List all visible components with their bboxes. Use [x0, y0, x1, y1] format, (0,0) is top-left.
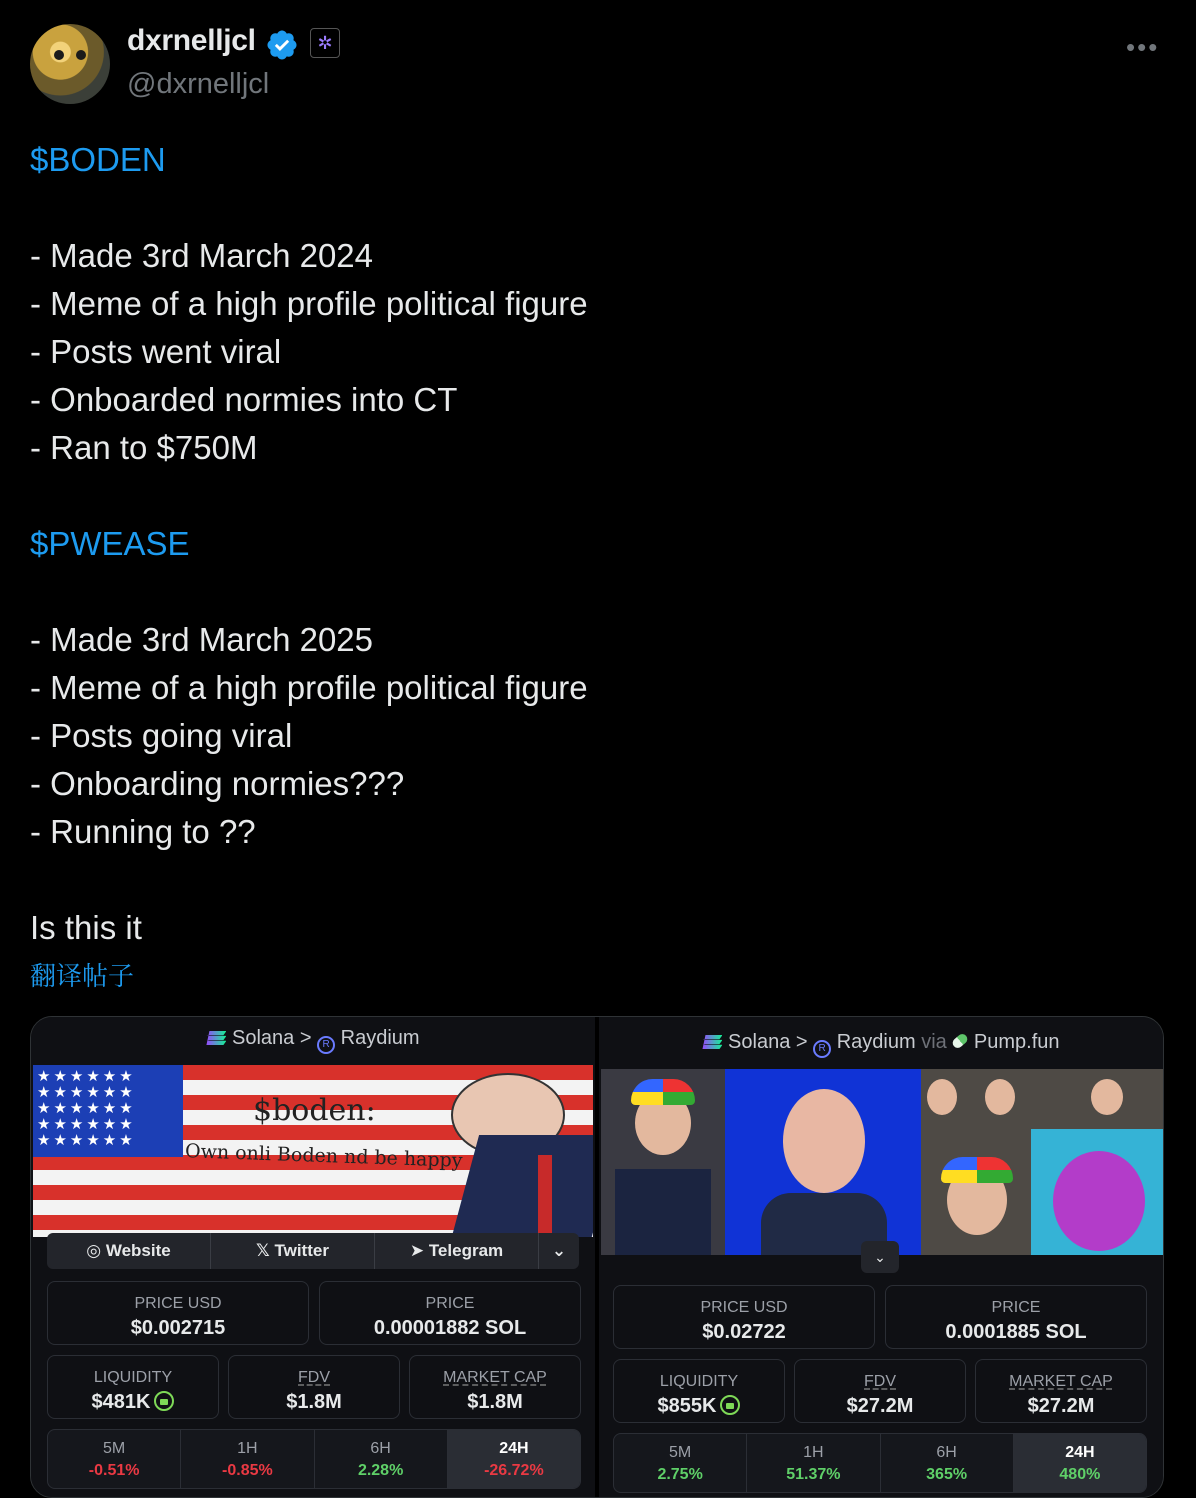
raydium-icon: R [813, 1040, 831, 1058]
translate-post-link[interactable]: 翻译帖子 [30, 961, 135, 991]
timeframe-changes [613, 1433, 1147, 1493]
tf-6h[interactable]: 6H 2.28% [315, 1430, 448, 1488]
price-usd-value: $0.02722 [702, 1321, 786, 1343]
x-icon: 𝕏 [256, 1241, 275, 1260]
text-line [30, 856, 1160, 904]
banner-subtitle: Own onli Boden nd be happy [184, 1140, 463, 1172]
text-line: - Posts went viral [30, 333, 282, 370]
liquidity-value: $855K [657, 1395, 717, 1417]
breadcrumb [31, 1027, 595, 1054]
text-line: Is this it [30, 909, 142, 946]
text-line [30, 568, 1160, 616]
pwease-collage-image [601, 1069, 1163, 1255]
chevron-down-icon: ⌄ [551, 1241, 567, 1260]
text-line: - Running to ?? [30, 813, 256, 850]
price-usd-box: PRICE USD $0.002715 [47, 1281, 309, 1345]
dex-label: Raydium [340, 1027, 420, 1049]
expand-chevron-down-icon[interactable]: ⌄ [861, 1241, 899, 1273]
cashtag-boden[interactable]: $BODEN [30, 141, 166, 178]
tf-5m[interactable]: 5M 2.75% [614, 1434, 747, 1492]
pwease-screenshot[interactable] [599, 1017, 1163, 1497]
liquidity-value: $481K [91, 1391, 151, 1413]
market-cap-box: MARKET CAP $1.8M [409, 1355, 581, 1419]
tf-5m[interactable]: 5M -0.51% [48, 1430, 181, 1488]
verified-badge-icon [265, 28, 299, 62]
solana-icon [702, 1035, 722, 1049]
cashtag-pwease[interactable]: $PWEASE [30, 525, 190, 562]
text-line: - Meme of a high profile political figure [30, 285, 588, 322]
raydium-icon: R [317, 1036, 335, 1054]
tf-24h[interactable]: 24H -26.72% [448, 1430, 580, 1488]
affiliate-badge-icon[interactable]: ✲ [310, 28, 340, 58]
twitter-link[interactable]: 𝕏 Twitter [211, 1233, 375, 1269]
liquidity-box: LIQUIDITY $855K [613, 1359, 785, 1423]
price-usd-box: PRICE USD $0.02722 [613, 1285, 875, 1349]
price-sol-value: 0.00001882 SOL [373, 1317, 527, 1339]
lock-icon[interactable] [154, 1391, 174, 1411]
text-line: - Ran to $750M [30, 429, 258, 466]
solana-icon [206, 1031, 226, 1045]
tf-24h[interactable]: 24H 480% [1014, 1434, 1146, 1492]
website-link[interactable]: ◎ Website [47, 1233, 211, 1269]
tf-1h[interactable]: 1H 51.37% [747, 1434, 880, 1492]
text-line: - Meme of a high profile political figure [30, 669, 588, 706]
chain-label: Solana [728, 1031, 791, 1053]
author-handle[interactable]: @dxrnelljcl [127, 68, 270, 100]
telegram-icon: ➤ [409, 1241, 429, 1260]
fdv-box: FDV $27.2M [794, 1359, 966, 1423]
banner-title: $boden: [253, 1093, 376, 1128]
market-cap-value: $1.8M [467, 1391, 523, 1413]
boden-banner-image [33, 1065, 593, 1237]
price-sol-box: PRICE 0.0001885 SOL [885, 1285, 1147, 1349]
chevron-right-icon: > [299, 1027, 312, 1049]
price-sol-value: 0.0001885 SOL [945, 1321, 1087, 1343]
text-line: - Onboarding normies??? [30, 765, 405, 802]
breadcrumb: Solana > R Raydium via Pump.fun [599, 1031, 1163, 1058]
timeframe-changes [47, 1429, 581, 1489]
launchpad-label: Pump.fun [973, 1031, 1060, 1053]
dex-label: Raydium [836, 1031, 916, 1053]
price-sol-box: PRICE 0.00001882 SOL [319, 1281, 581, 1345]
social-links-bar [47, 1233, 579, 1269]
tweet-media[interactable] [30, 1016, 1164, 1498]
market-cap-value: $27.2M [1027, 1395, 1095, 1417]
text-line: - Onboarded normies into CT [30, 381, 458, 418]
fdv-value: $27.2M [846, 1395, 914, 1417]
author-name[interactable]: dxrnelljcl [127, 24, 256, 57]
fdv-box: FDV $1.8M [228, 1355, 400, 1419]
chevron-right-icon: > [795, 1031, 808, 1053]
liquidity-box: LIQUIDITY $481K [47, 1355, 219, 1419]
tweet-text [30, 136, 1160, 952]
pill-icon [951, 1032, 970, 1050]
boden-screenshot[interactable] [31, 1017, 595, 1497]
text-line [30, 472, 1160, 520]
fdv-value: $1.8M [286, 1391, 342, 1413]
price-usd-value: $0.002715 [130, 1317, 226, 1339]
market-cap-box: MARKET CAP $27.2M [975, 1359, 1147, 1423]
tf-1h[interactable]: 1H -0.85% [181, 1430, 314, 1488]
text-line: - Made 3rd March 2024 [30, 237, 374, 274]
links-dropdown-button[interactable] [539, 1233, 579, 1269]
flag-stars: ★★★★★★ ★★★★★★ ★★★★★★ ★★★★★★ ★★★★★★ [33, 1065, 183, 1157]
chain-label: Solana [231, 1027, 295, 1049]
text-line: - Posts going viral [30, 717, 293, 754]
telegram-link[interactable]: ➤ Telegram [375, 1233, 539, 1269]
globe-icon: ◎ [86, 1241, 106, 1260]
text-line [30, 184, 1160, 232]
author-avatar[interactable] [30, 24, 110, 104]
tf-6h[interactable]: 6H 365% [881, 1434, 1014, 1492]
lock-icon[interactable] [720, 1395, 740, 1415]
more-options-icon[interactable]: ••• [1126, 32, 1160, 62]
text-line: - Made 3rd March 2025 [30, 621, 374, 658]
